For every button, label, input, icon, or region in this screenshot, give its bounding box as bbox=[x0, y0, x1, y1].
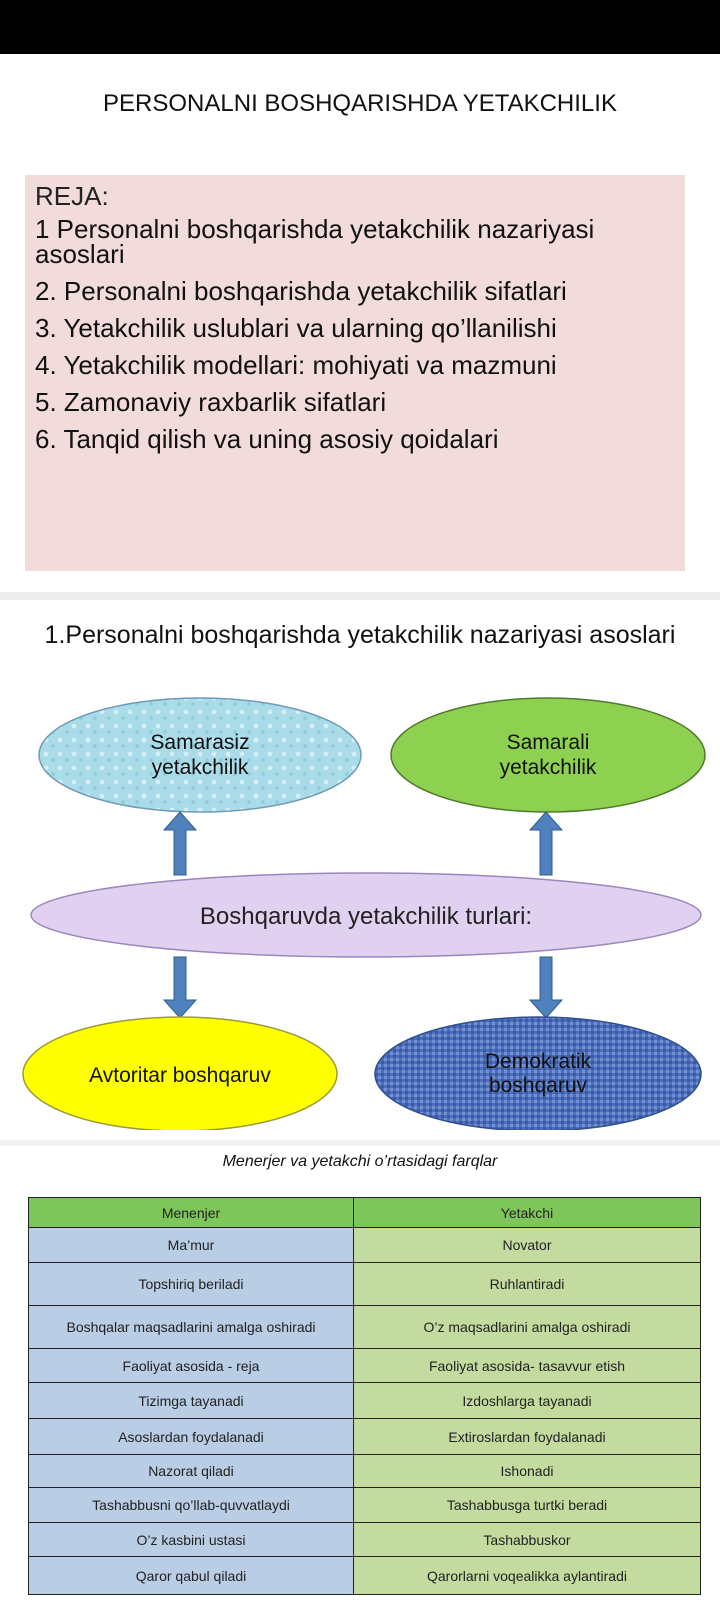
plan-item: 5. Zamonaviy raxbarlik sifatlari bbox=[35, 387, 387, 417]
plan-item: 1 Personalni boshqarishda yetakchilik nazariyasi asoslari bbox=[35, 214, 595, 269]
leader-cell: Tashabbusga turtki beradi bbox=[354, 1488, 701, 1523]
effective-leadership-label-2: yetakchilik bbox=[499, 756, 597, 779]
table-row bbox=[29, 1419, 701, 1455]
leader-cell: Izdoshlarga tayanadi bbox=[354, 1383, 701, 1419]
comparison-table bbox=[28, 1197, 701, 1595]
effective-leadership-ellipse bbox=[391, 698, 705, 812]
table-row bbox=[29, 1488, 701, 1523]
manager-cell: O’z kasbini ustasi bbox=[29, 1523, 354, 1557]
table-row bbox=[29, 1306, 701, 1349]
column-header-manager: Menenjer bbox=[29, 1198, 354, 1228]
manager-cell: Tashabbusni qo’llab-quvvatlaydi bbox=[29, 1488, 354, 1523]
democratic-label-1: Demokratik bbox=[484, 1050, 592, 1073]
leader-cell: Novator bbox=[354, 1228, 701, 1263]
manager-cell: Nazorat qiladi bbox=[29, 1455, 354, 1488]
table-row bbox=[29, 1349, 701, 1383]
manager-cell: Tizimga tayanadi bbox=[29, 1383, 354, 1419]
slide-divider bbox=[0, 1140, 720, 1146]
leader-cell: Extiroslardan foydalanadi bbox=[354, 1419, 701, 1455]
effective-leadership-label-1: Samarali bbox=[506, 731, 590, 754]
table-row bbox=[29, 1228, 701, 1263]
plan-list bbox=[35, 214, 685, 464]
leader-cell: O’z maqsadlarini amalga oshiradi bbox=[354, 1306, 701, 1349]
leader-cell: Qarorlarni voqealikka aylantiradi bbox=[354, 1557, 701, 1595]
manager-cell: Ma’mur bbox=[29, 1228, 354, 1263]
plan-item: 6. Tanqid qilish va uning asosiy qoidalari bbox=[35, 424, 499, 454]
plan-item: 2. Personalni boshqarishda yetakchilik sifatlari bbox=[35, 276, 567, 306]
table-row bbox=[29, 1383, 701, 1419]
table-row bbox=[29, 1523, 701, 1557]
slide-divider bbox=[0, 592, 720, 600]
table-header-row bbox=[29, 1198, 701, 1228]
ineffective-leadership-ellipse bbox=[39, 698, 361, 812]
arrow-down-icon bbox=[164, 957, 196, 1018]
leader-cell: Ruhlantiradi bbox=[354, 1263, 701, 1306]
arrow-down-icon bbox=[530, 957, 562, 1018]
column-header-leader: Yetakchi bbox=[354, 1198, 701, 1228]
arrow-up-icon bbox=[164, 812, 196, 875]
manager-cell: Faoliyat asosida - reja bbox=[29, 1349, 354, 1383]
status-bar bbox=[0, 0, 720, 54]
plan-heading: REJA: bbox=[35, 181, 109, 211]
table-row bbox=[29, 1557, 701, 1595]
plan-box bbox=[25, 175, 685, 571]
manager-cell: Boshqalar maqsadlarini amalga oshiradi bbox=[29, 1306, 354, 1349]
page-title: PERSONALNI BOSHQARISHDA YETAKCHILIK bbox=[103, 90, 617, 117]
manager-cell: Asoslardan foydalanadi bbox=[29, 1419, 354, 1455]
ineffective-leadership-label-1: Samarasiz bbox=[150, 731, 250, 754]
leadership-diagram bbox=[0, 680, 720, 1130]
plan-item: 4. Yetakchilik modellari: mohiyati va mazmuni bbox=[35, 350, 557, 380]
manager-cell: Topshiriq beriladi bbox=[29, 1263, 354, 1306]
arrow-up-icon bbox=[530, 812, 562, 875]
leader-cell: Tashabbuskor bbox=[354, 1523, 701, 1557]
leadership-types-label: Boshqaruvda yetakchilik turlari: bbox=[199, 903, 533, 930]
leader-cell: Faoliyat asosida- tasavvur etish bbox=[354, 1349, 701, 1383]
authoritarian-label: Avtoritar boshqaruv bbox=[89, 1064, 271, 1087]
table-row bbox=[29, 1455, 701, 1488]
table-row bbox=[29, 1263, 701, 1306]
ineffective-leadership-label-2: yetakchilik bbox=[151, 756, 249, 779]
plan-item: 3. Yetakchilik uslublari va ularning qo’llanilishi bbox=[35, 313, 557, 343]
manager-cell: Qaror qabul qiladi bbox=[29, 1557, 354, 1595]
section-title: 1.Personalni boshqarishda yetakchilik nazariyasi asoslari bbox=[44, 621, 676, 649]
democratic-label-2: boshqaruv bbox=[488, 1074, 588, 1097]
table-caption: Menerjer va yetakchi o’rtasidagi farqlar bbox=[222, 1153, 498, 1170]
leader-cell: Ishonadi bbox=[354, 1455, 701, 1488]
